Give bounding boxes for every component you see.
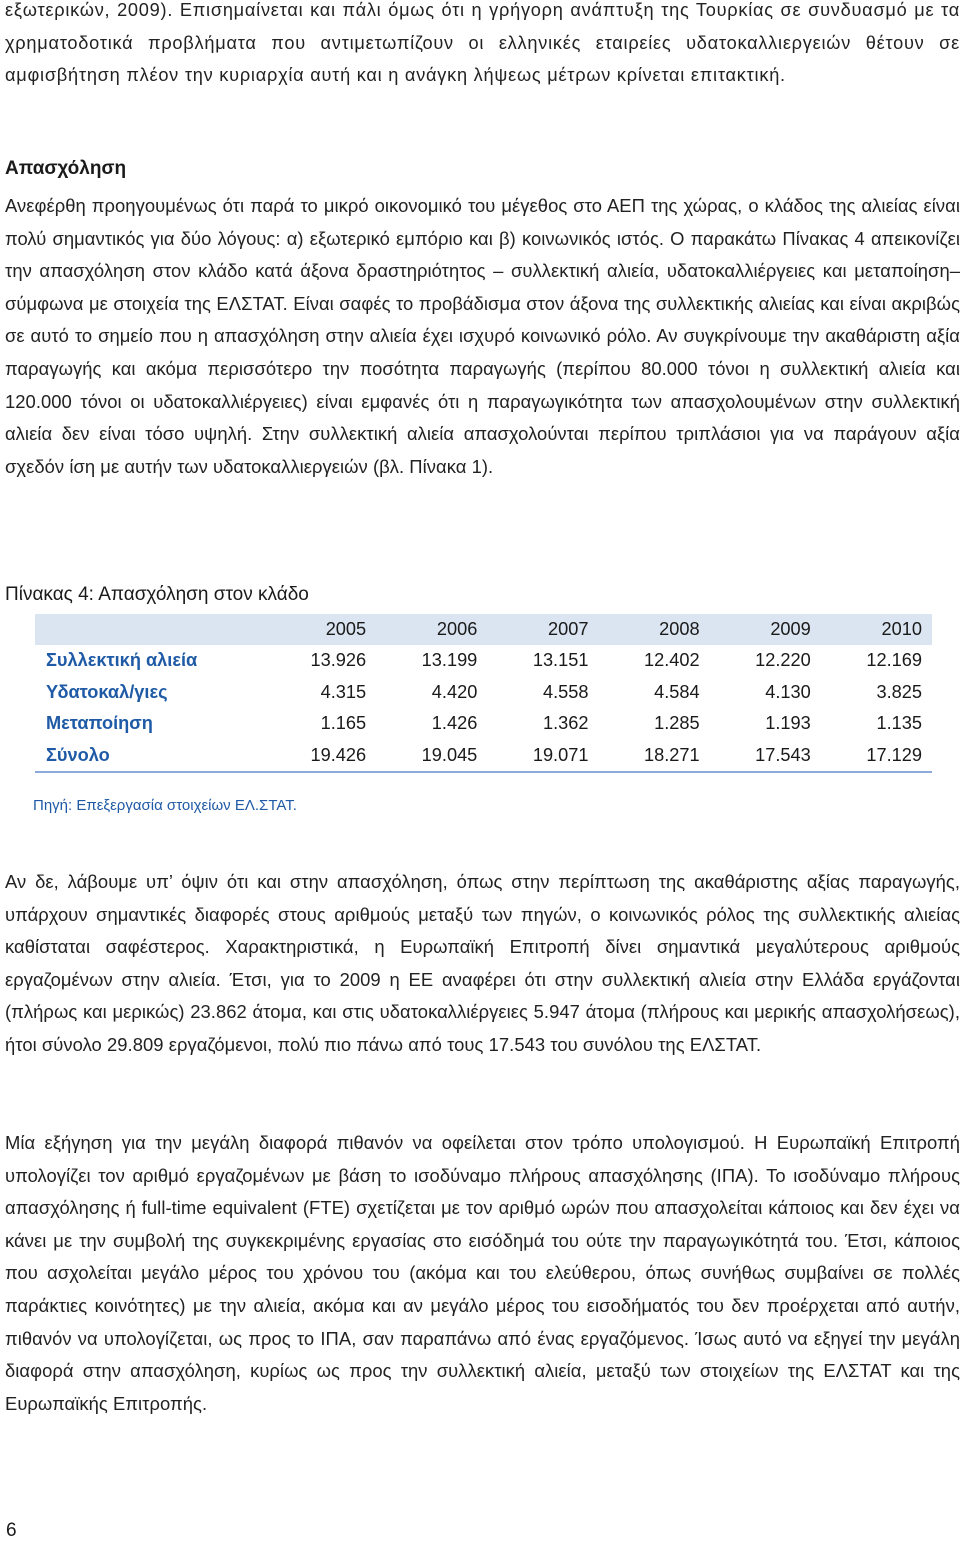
explanation-paragraph: Μία εξήγηση για την μεγάλη διαφορά πιθανόν να οφείλεται στον τρόπο υπολογισμού. Η Ευρωπαϊκή Επιτροπή υπολογίζει τον αριθμό εργαζομένων με βάση το ισοδύναμο πλήρους απασχόλησης (ΙΠΑ). Το ισοδύναμο πλήρους απασχόλησης ή full-time equivalent (FTE) σχετίζεται με τον αριθμό ωρών που απασχολείται κάποιος και δεν έχει να κάνει με την συμβολή της συγκεκριμένης εργασίας στο εισόδημά του ούτε την παραγωγικότητά του. Έτσι, κάποιος που ασχολείται μεγάλο μέρος του χρόνου του (ακόμα και του ελεύθερου, όπως συνήθως συμβαίνει σε πολλές παράκτιες κοινότητες) με την αλιεία, ακόμα και αν μεγάλο μέρος του εισοδήματός του δεν προέρχεται από αυτήν, πιθανόν να υπολογίζεται, ως προς το ΙΠΑ, σαν παραπάνω από ένας εργαζόμενος. Ίσως αυτό να εξηγεί την μεγάλη διαφορά στην απασχόληση, κυρίως ως προς την συλλεκτική αλιεία, μεταξύ των στοιχείων της ΕΛΣΤΑΤ και της Ευρωπαϊκής Επιτροπής. — [5, 1132, 960, 1414]
row-label: Σύνολο — [35, 740, 265, 773]
table-corner-cell — [35, 614, 265, 645]
table-cell: 19.426 — [265, 740, 376, 773]
intro-paragraph: εξωτερικών, 2009). Επισημαίνεται και πάλι όμως ότι η γρήγορη ανάπτυξη της Τουρκίας σε συνδυασμό με τα χρηματοδοτικά προβλήματα που αντιμετωπίζουν οι ελληνικές εταιρείες υδατοκαλλιεργειών θέτουν σε αμφισβήτηση πλέον την κυριαρχία αυτή και η ανάγκη λήψεως μέτρων κρίνεται επιτακτική. — [5, 0, 960, 86]
table-cell: 4.130 — [765, 681, 811, 702]
table-cell: 1.135 — [876, 713, 922, 734]
table-cell: 1.165 — [320, 713, 367, 734]
column-header: 2007 — [548, 619, 589, 639]
table-cell: 12.402 — [643, 650, 700, 671]
table-cell: 12.169 — [866, 650, 922, 671]
table-cell: 13.199 — [421, 650, 478, 671]
table-cell: 4.584 — [654, 681, 700, 702]
table-cell: 4.315 — [320, 681, 367, 702]
table-row-total — [35, 740, 932, 773]
table-cell: 13.926 — [310, 650, 367, 671]
table-cell: 1.193 — [765, 713, 811, 734]
row-label: Μεταποίηση — [46, 713, 153, 734]
table-cell: 1.285 — [654, 713, 700, 734]
column-header: 2005 — [325, 619, 367, 639]
table-header-row — [35, 614, 932, 645]
table-cell: 18.271 — [598, 740, 709, 773]
comparison-paragraph: Αν δε, λάβουμε υπ’ όψιν ότι και στην απασχόληση, όπως στην περίπτωση της ακαθάριστης αξίας παραγωγής, υπάρχουν σημαντικές διαφορές στους αριθμούς μεταξύ των πηγών, ο κοινωνικός ρόλος της συλλεκτικής αλιείας καθίσταται σαφέστερος. Χαρακτηριστικά, η Ευρωπαϊκή Επιτροπή δίνει σημαντικά μεγαλύτερους αριθμούς εργαζομένων στην αλιεία. Έτσι, για το 2009 η ΕΕ αναφέρει ότι στην συλλεκτική αλιεία στην Ελλάδα εργάζονται (πλήρως και μερικώς) 23.862 άτομα, και στις υδατοκαλλιέργειες 5.947 άτομα (πλήρους και μερικής απασχολήσεως), ήτοι σύνολο 29.809 εργαζόμενοι, πολύ πιο πάνω από τους 17.543 του συνόλου της ΕΛΣΤΑΤ. — [5, 871, 960, 1055]
table-row — [35, 708, 932, 740]
section-heading: Απασχόληση — [5, 158, 127, 179]
table-cell: 13.151 — [532, 650, 589, 671]
row-label: Συλλεκτική αλιεία — [46, 650, 198, 671]
table-cell: 1.426 — [431, 713, 478, 734]
table-cell: 19.071 — [487, 740, 598, 773]
table-caption: Πίνακας 4: Απασχόληση στον κλάδο — [5, 584, 309, 605]
table-cell: 3.825 — [876, 681, 922, 702]
table-cell: 19.045 — [376, 740, 487, 773]
table-row — [35, 645, 932, 677]
page-number: 6 — [6, 1520, 17, 1541]
table-cell: 4.558 — [542, 681, 589, 702]
table-row — [35, 677, 932, 709]
column-header: 2009 — [770, 619, 811, 639]
table-cell: 12.220 — [755, 650, 811, 671]
table-cell: 4.420 — [431, 681, 478, 702]
employment-paragraph: Ανεφέρθη προηγουμένως ότι παρά το μικρό οικονομικό του μέγεθος στο ΑΕΠ της χώρας, ο κλάδος της αλιείας είναι πολύ σημαντικός για δύο λόγους: α) εξωτερικό εμπόριο και β) κοινωνικός ιστός. Ο παρακάτω Πίνακας 4 απεικονίζει την απασχόληση στον κλάδο κατά άξονα δραστηριότητος – συλλεκτική αλιεία, υδατοκαλλιέργειες και μεταποίηση– σύμφωνα με στοιχεία της ΕΛΣΤΑΤ. Είναι σαφές το προβάδισμα στον άξονα της συλλεκτικής αλιείας και είναι ακριβώς σε αυτό το σημείο που η απασχόληση στην αλιεία έχει ισχυρό κοινωνικό ρόλο. Αν συγκρίνουμε την ακαθάριστη αξία παραγωγής και ακόμα περισσότερο την ποσότητα παραγωγής (περίπου 80.000 τόνοι η συλλεκτική αλιεία και 120.000 τόνοι οι υδατοκαλλιέργειες) είναι εμφανές ότι η παραγωγικότητα των απασχολουμένων στην συλλεκτική αλιεία δεν είναι τόσο υψηλή. Στην συλλεκτική αλιεία απασχολούνται περίπου τριπλάσιοι για να παράγουν αξία σχεδόν ίση με αυτήν των υδατοκαλλιεργειών (βλ. Πίνακα 1). — [5, 195, 960, 477]
employment-table — [35, 614, 932, 773]
table-cell: 17.129 — [821, 740, 932, 773]
table-source-note: Πηγή: Επεξεργασία στοιχείων ΕΛ.ΣΤΑΤ. — [33, 797, 297, 814]
column-header: 2006 — [436, 619, 478, 639]
table-cell: 17.543 — [710, 740, 821, 773]
column-header: 2010 — [881, 619, 922, 639]
table-cell: 1.362 — [542, 713, 589, 734]
row-label: Υδατοκαλ/γιες — [46, 681, 168, 702]
column-header: 2008 — [659, 619, 700, 639]
